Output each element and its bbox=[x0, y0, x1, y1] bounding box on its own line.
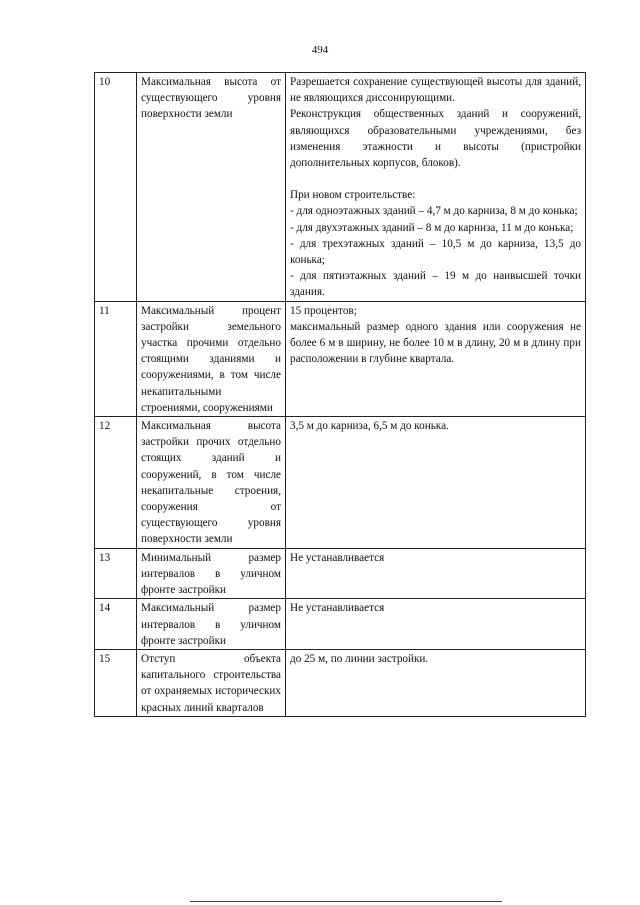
row-number: 13 bbox=[95, 548, 137, 599]
row-number: 11 bbox=[95, 301, 137, 416]
value-line: Не устанавливается bbox=[290, 551, 385, 564]
value-line: - для двухэтажных зданий – 8 м до карниза, 11 м до конька; bbox=[290, 221, 574, 234]
regulations-table bbox=[94, 72, 586, 717]
parameter-cell: Максимальная высота от существующего уровня поверхности земли bbox=[137, 73, 286, 302]
page-bottom-rule bbox=[190, 901, 502, 902]
table-row bbox=[95, 73, 586, 302]
page-number: 494 bbox=[311, 44, 329, 56]
value-cell bbox=[286, 649, 586, 716]
value-line: максимальный размер одного здания или сооружения не более 6 м в ширину, не более 10 м в длину, 20 м в длину при расположении в глубине квартала. bbox=[290, 320, 581, 366]
value-line: - для одноэтажных зданий – 4,7 м до карниза, 8 м до конька; bbox=[290, 205, 578, 218]
parameter-cell: Минимальный размер интервалов в уличном фронте застройки bbox=[137, 548, 286, 599]
value-gap bbox=[290, 171, 581, 187]
table-row bbox=[95, 417, 586, 549]
table-row bbox=[95, 548, 586, 599]
table-row bbox=[95, 599, 586, 650]
table-row bbox=[95, 649, 586, 716]
value-line: до 25 м, по линии застройки. bbox=[290, 652, 429, 665]
row-number: 10 bbox=[95, 73, 137, 302]
row-number: 15 bbox=[95, 649, 137, 716]
value-line: При новом строительстве: bbox=[290, 189, 416, 202]
value-line: - для трехэтажных зданий – 10,5 м до карниза, 13,5 до конька; bbox=[290, 237, 581, 267]
value-cell bbox=[286, 301, 586, 416]
value-line: - для пятиэтажных зданий – 19 м до наивысшей точки здания. bbox=[290, 270, 581, 299]
value-cell bbox=[286, 417, 586, 549]
row-number: 14 bbox=[95, 599, 137, 650]
value-line: Разрешается сохранение существующей высоты для зданий, не являющихся диссонирующими. bbox=[290, 76, 581, 105]
parameter-cell: Максимальный размер интервалов в уличном фронте застройки bbox=[137, 599, 286, 650]
value-line: 15 процентов; bbox=[290, 304, 357, 317]
value-cell bbox=[286, 599, 586, 650]
parameter-cell: Максимальный процент застройки земельного участка прочими отдельно стоящими зданиями и сооружениями, в том числе некапитальными строениями, сооружениями bbox=[137, 301, 286, 416]
row-number: 12 bbox=[95, 417, 137, 549]
value-line: Реконструкция общественных зданий и сооружений, являющихся образовательными учреждениями, без изменения этажности и высоты (пристройки дополнительных корпусов, блоков). bbox=[290, 108, 581, 170]
table-row bbox=[95, 301, 586, 416]
parameter-cell: Отступ объекта капитального строительства от охраняемых исторических красных линий кварталов bbox=[137, 649, 286, 716]
value-cell bbox=[286, 548, 586, 599]
value-line: Не устанавливается bbox=[290, 602, 385, 615]
parameter-cell: Максимальная высота застройки прочих отдельно стоящих зданий и сооружений, в том числе некапитальные строения, сооружения от существующего уровня поверхности земли bbox=[137, 417, 286, 549]
value-line: 3,5 м до карниза, 6,5 м до конька. bbox=[290, 420, 449, 433]
value-cell bbox=[286, 73, 586, 302]
